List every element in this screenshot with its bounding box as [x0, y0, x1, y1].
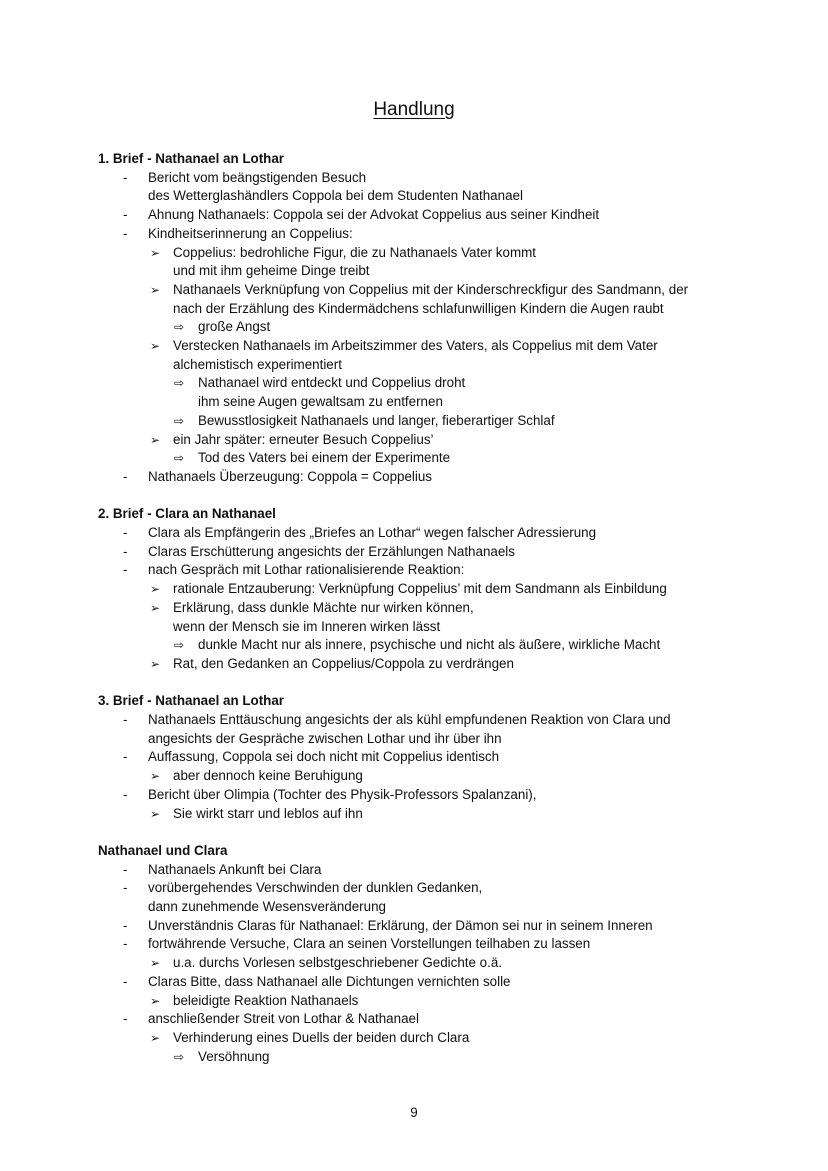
list-item [98, 318, 738, 337]
list-item [98, 206, 738, 225]
implies-arrow-icon: ⇨ [174, 451, 185, 466]
list-item-text: und mit ihm geheime Dinge treibt [173, 263, 370, 279]
page-number: 9 [410, 1105, 418, 1120]
dash-bullet: - [123, 749, 128, 765]
list-item-text: nach Gespräch mit Lothar rationalisierende Reaktion: [148, 562, 465, 578]
list-item-text: Bericht über Olimpia (Tochter des Physik-Professors Spalanzani), [148, 786, 537, 802]
section [98, 842, 738, 1066]
dash-bullet: - [123, 225, 128, 241]
list-item-text: große Angst [198, 319, 271, 335]
section-heading: Nathanael und Clara [98, 842, 228, 858]
list-item [98, 861, 738, 880]
arrow-bullet-icon: ➢ [150, 769, 161, 784]
list-item-text: Bewusstlosigkeit Nathanaels und langer, fieberartiger Schlaf [198, 412, 555, 428]
dash-bullet: - [123, 562, 128, 578]
list-item-text: ein Jahr später: erneuter Besuch Coppelius’ [173, 431, 434, 447]
list-item-text: vorübergehendes Verschwinden der dunklen Gedanken, [148, 880, 483, 896]
list-item [98, 543, 738, 562]
section [98, 692, 738, 823]
list-item-text: rationale Entzauberung: Verknüpfung Coppelius’ mit dem Sandmann als Einbildung [173, 581, 667, 597]
list-item-text: Bericht vom beängstigenden Besuch [148, 169, 367, 185]
list-item-text: Ahnung Nathanaels: Coppola sei der Advokat Coppelius aus seiner Kindheit [148, 207, 600, 223]
section-heading: 1. Brief - Nathanael an Lothar [98, 151, 285, 166]
list-item-text: aber dennoch keine Beruhigung [173, 768, 363, 784]
dash-bullet: - [123, 169, 128, 185]
list-item-text: fortwährende Versuche, Clara an seinen Vorstellungen teilhaben zu lassen [148, 936, 591, 952]
list-item [98, 468, 738, 487]
list-item [98, 524, 738, 543]
arrow-bullet-icon: ➢ [150, 656, 161, 671]
list-item-text: Nathanael wird entdeckt und Coppelius droht [198, 375, 466, 391]
list-item-text: ihm seine Augen gewaltsam zu entfernen [198, 394, 443, 410]
arrow-bullet-icon: ➢ [150, 582, 161, 597]
list-item-text: Erklärung, dass dunkle Mächte nur wirken können, [173, 599, 474, 615]
list-item-text: beleidigte Reaktion Nathanaels [173, 992, 359, 1008]
dash-bullet: - [123, 936, 128, 952]
list-item-text: Sie wirkt starr und leblos auf ihn [173, 805, 363, 821]
list-item-text: Auffassung, Coppola sei doch nicht mit Coppelius identisch [148, 749, 500, 765]
list-item-text: angesichts der Gespräche zwischen Lothar und ihr über ihn [148, 730, 502, 746]
dash-bullet: - [123, 1011, 128, 1027]
list-item [98, 655, 738, 674]
list-item-text: Nathanaels Überzeugung: Coppola = Coppelius [148, 468, 433, 484]
list-item [98, 1010, 738, 1029]
implies-arrow-icon: ⇨ [174, 376, 185, 391]
list-item [98, 992, 738, 1011]
list-item [98, 879, 738, 916]
list-item [98, 917, 738, 936]
dash-bullet: - [123, 786, 128, 802]
list-item-text: Verstecken Nathanaels im Arbeitszimmer des Vaters, als Coppelius mit dem Vater [173, 338, 658, 354]
dash-bullet: - [123, 543, 128, 559]
list-item-text: Nathanaels Enttäuschung angesichts der als kühl empfundenen Reaktion von Clara und [148, 712, 671, 728]
list-item [98, 374, 738, 411]
arrow-bullet-icon: ➢ [150, 600, 161, 615]
list-item-text: Rat, den Gedanken an Coppelius/Coppola zu verdrängen [173, 655, 514, 671]
list-item [98, 281, 738, 318]
dash-bullet: - [123, 973, 128, 989]
dash-bullet: - [123, 207, 128, 223]
list-item [98, 169, 738, 206]
page-title: Handlung [373, 99, 455, 120]
arrow-bullet-icon: ➢ [150, 1031, 161, 1045]
list-item-text: Tod des Vaters bei einem der Experimente [198, 450, 451, 466]
arrow-bullet-icon: ➢ [150, 245, 161, 260]
section [98, 505, 738, 673]
arrow-bullet-icon: ➢ [150, 956, 161, 971]
list-item [98, 711, 738, 748]
list-item-text: Kindheitserinnerung an Coppelius: [148, 225, 353, 241]
list-item [98, 580, 738, 599]
arrow-bullet-icon: ➢ [150, 339, 161, 354]
list-item [98, 225, 738, 244]
section-heading: 2. Brief - Clara an Nathanael [98, 506, 276, 522]
arrow-bullet-icon: ➢ [150, 432, 161, 447]
list-item [98, 337, 738, 374]
dash-bullet: - [123, 880, 128, 896]
list-item [98, 767, 738, 786]
section [98, 150, 738, 487]
list-item-text: Versöhnung [198, 1048, 270, 1064]
list-item-text: anschließender Streit von Lothar & Nathanael [148, 1011, 419, 1027]
list-item [98, 449, 738, 468]
list-item-text: Clara als Empfängerin des „Briefes an Lothar“ wegen falscher Adressierung [148, 525, 597, 541]
list-item-text: dann zunehmende Wesensveränderung [148, 899, 386, 915]
dash-bullet: - [123, 525, 128, 541]
arrow-bullet-icon: ➢ [150, 993, 161, 1008]
arrow-bullet-icon: ➢ [150, 282, 161, 297]
list-item [98, 805, 738, 824]
list-item [98, 748, 738, 767]
list-item-text: Claras Erschütterung angesichts der Erzählungen Nathanaels [148, 543, 515, 559]
list-item-text: Coppelius: bedrohliche Figur, die zu Nathanaels Vater kommt [173, 244, 536, 260]
dash-bullet: - [123, 861, 128, 877]
list-item-text: u.a. durchs Vorlesen selbstgeschriebener Gedichte o.ä. [173, 955, 503, 971]
arrow-bullet-icon: ➢ [150, 806, 161, 821]
list-item [98, 412, 738, 431]
list-item [98, 786, 738, 805]
list-item-text: des Wetterglashändlers Coppola bei dem Studenten Nathanael [148, 188, 523, 204]
list-item-text: dunkle Macht nur als innere, psychische und nicht als äußere, wirkliche Macht [198, 637, 661, 653]
dash-bullet: - [123, 468, 128, 484]
section-heading: 3. Brief - Nathanael an Lothar [98, 693, 285, 709]
list-item-text: wenn der Mensch sie im Inneren wirken lässt [173, 618, 441, 634]
list-item-text: Claras Bitte, dass Nathanael alle Dichtungen vernichten solle [148, 973, 511, 989]
list-item [98, 935, 738, 954]
list-item [98, 599, 738, 636]
list-item-text: alchemistisch experimentiert [173, 356, 342, 372]
list-item [98, 1029, 738, 1048]
list-item [98, 973, 738, 992]
document-body [98, 150, 738, 1085]
implies-arrow-icon: ⇨ [174, 413, 185, 428]
list-item [98, 954, 738, 973]
implies-arrow-icon: ⇨ [174, 638, 185, 653]
list-item [98, 636, 738, 655]
implies-arrow-icon: ⇨ [174, 320, 185, 335]
dash-bullet: - [123, 917, 128, 933]
list-item [98, 431, 738, 450]
implies-arrow-icon: ⇨ [174, 1049, 185, 1064]
list-item-text: Verhinderung eines Duells der beiden durch Clara [173, 1030, 470, 1045]
list-item-text: nach der Erzählung des Kindermädchens schlafunwilligen Kindern die Augen raubt [173, 300, 664, 316]
list-item [98, 1048, 738, 1067]
list-item-text: Nathanaels Verknüpfung von Coppelius mit der Kinderschreckfigur des Sandmann, der [173, 281, 689, 297]
dash-bullet: - [123, 712, 128, 728]
list-item-text: Nathanaels Ankunft bei Clara [148, 861, 322, 877]
list-item [98, 561, 738, 580]
list-item-text: Unverständnis Claras für Nathanael: Erklärung, der Dämon sei nur in seinem Inneren [148, 917, 653, 933]
list-item [98, 244, 738, 281]
